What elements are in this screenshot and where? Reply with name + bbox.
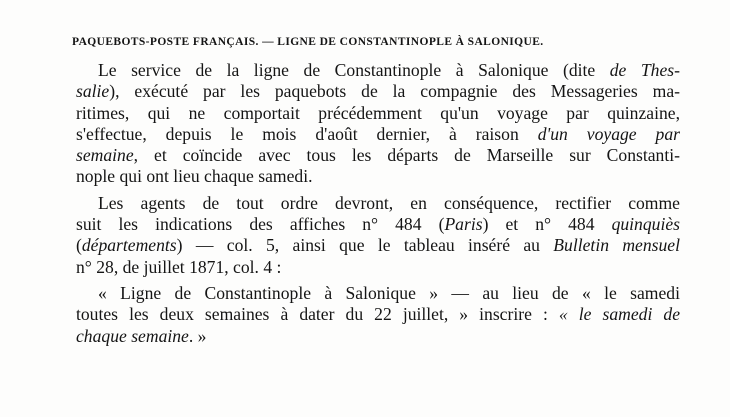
text-run: ), exécuté par les paquebots de la compagnie des Messageries ma-	[109, 81, 680, 102]
paragraph	[76, 283, 680, 347]
text-run: « Ligne de Constantinople à Salonique » — au lieu de « le samedi	[98, 282, 680, 303]
text-run: , et coïncide avec tous les départs de Marseille sur Constanti-	[133, 145, 680, 166]
text-line	[76, 257, 680, 278]
text-run: n° 28, de juillet 1871, col. 4 :	[76, 256, 282, 277]
text-line	[76, 166, 680, 187]
text-run: Les agents de tout ordre devront, en conséquence, rectifier comme	[98, 192, 680, 213]
italic-text: semaine	[76, 145, 134, 166]
text-run: nople qui ont lieu chaque samedi.	[76, 166, 313, 187]
heading-dash: —	[262, 36, 274, 48]
italic-text: départements	[81, 235, 177, 256]
heading-right: LIGNE DE CONSTANTINOPLE À SALONIQUE.	[277, 36, 544, 48]
text-line	[76, 103, 680, 124]
paragraph	[76, 193, 680, 278]
text-line	[76, 145, 680, 166]
italic-text: quinquiès	[611, 214, 680, 235]
text-run: (	[76, 235, 82, 256]
italic-text: de Thes-	[609, 60, 680, 80]
text-run: ) — col. 5, ainsi que le tableau inséré au	[176, 235, 554, 256]
paragraph	[76, 60, 680, 188]
text-line	[76, 235, 680, 256]
italic-text: chaque semaine	[76, 325, 189, 346]
italic-text: salie	[76, 81, 110, 102]
text-line	[76, 81, 680, 102]
text-run: toutes les deux semaines à dater du 22 juillet, » inscrire :	[76, 304, 559, 325]
text-line	[76, 193, 680, 214]
italic-text: Bulletin mensuel	[553, 235, 680, 256]
text-line	[76, 304, 680, 325]
text-run: s'effectue, depuis le mois d'août dernier, à raison	[76, 123, 538, 144]
text-line	[76, 214, 680, 235]
text-run: Le service de la ligne de Constantinople à Salonique (dite	[98, 60, 610, 80]
text-line	[76, 283, 680, 304]
section-heading	[72, 36, 672, 48]
text-run: . »	[188, 325, 207, 346]
text-run: ) et n° 484	[482, 214, 612, 235]
text-line	[76, 60, 680, 81]
heading-left: PAQUEBOTS-POSTE FRANÇAIS.	[72, 36, 259, 48]
text-line	[76, 326, 680, 347]
italic-text: « le samedi de	[558, 304, 680, 325]
italic-text: d'un voyage par	[537, 123, 680, 144]
text-line	[76, 124, 680, 145]
text-run: suit les indications des affiches n° 484 (	[76, 214, 445, 235]
body-text	[76, 60, 680, 347]
text-run: ritimes, qui ne comportait précédemment qu'un voyage par quinzaine,	[76, 102, 680, 123]
italic-text: Paris	[444, 214, 483, 235]
